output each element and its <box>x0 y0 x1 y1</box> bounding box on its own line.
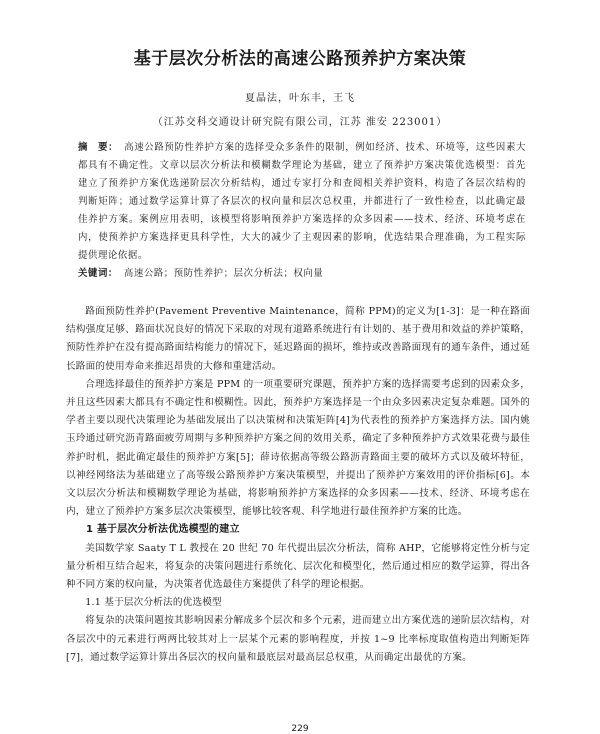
paper-title: 基于层次分析法的高速公路预养护方案决策 <box>133 49 467 69</box>
body-paragraph-4: 将复杂的决策问题按其影响因素分解成多个层次和多个元素，进而建立出方案优选的递阶层次结构，对各层次中的元素进行两两比较其对上一层某个元素的影响程度，并按 1~9 比率标度取值构造出判断矩阵[7]，通过数学运算计算出各层次的权向量和最底层对最高层总权重，从而确定出最优的方案。 <box>66 615 530 663</box>
body-paragraph-3: 美国数学家 Saaty T L 教授在 20 世纪 70 年代提出层次分析法，简称 AHP，它能够将定性分析与定量分析相互结合起来，将复杂的决策问题进行系统化、层次化和模型化，然后通过相应的数学运算，得出各种不同方案的权向量，为决策者优选最佳方案提供了科学的理论根据。 <box>66 542 530 591</box>
keywords-text: 高速公路；预防性养护；层次分析法；权向量 <box>123 268 324 279</box>
paper-affiliation: （江苏交科交通设计研究院有限公司，江苏 淮安 223001） <box>152 117 448 128</box>
paper-authors: 夏晶法，叶东丰，王飞 <box>245 93 355 104</box>
abstract-text: 高速公路预防性养护方案的选择受众多条件的限制，例如经济、技术、环境等，这些因素大都具有不确定性。文章以层次分析法和模糊数学理论为基础，建立了预养护方案决策优选模型：首先建立了预养护方案优选递阶层次分析结构，通过专家打分和查阅相关养护资料，构造了各层次结构的判断矩阵；通过数学运算计算了各层次的权向量和层次总权重，并都进行了一致性检查，以此确定最佳养护方案。案例应用表明，该模型将影响预养护方案选择的众多因素——技术、经济、环境考虑在内，使预养护方案选择更具科学性，大大的减少了主观因素的影响，优选结果合理准确，为工程实际提供理论依据。 <box>78 142 526 261</box>
abstract-block <box>78 139 526 283</box>
keywords-label: 关键词： <box>78 268 118 279</box>
section-heading-1: 1 基于层次分析法优选模型的建立 <box>86 524 240 536</box>
keywords <box>78 265 526 283</box>
body-text <box>66 303 530 667</box>
body-paragraph-1: 路面预防性养护(Pavement Preventive Maintenance，简称 PPM)的定义为[1-3]：是一种在路面结构强度足够、路面状况良好的情况下采取的对现有道路系统进行有计划的、基于费用和效益的养护策略，预防性养护在没有提高路面结构能力的情况下，延迟路面的损坏，维持或改善路面现有的通车条件，通过延长路面的使用寿命来推迟昂贵的大修和重建活动。 <box>66 306 530 372</box>
subsection-heading-1-1: 1.1 基于层次分析法的优选模型 <box>85 597 222 609</box>
body-paragraph-2: 合理选择最佳的预养护方案是 PPM 的一项重要研究课题，预养护方案的选择需要考虑到的因素众多，并且这些因素大都具有不确定性和模糊性。因此，预养护方案选择是一个由众多因素决定复杂难题。国外的学者主要以现代决策理论为基础发展出了以决策树和决策矩阵[4]为代表性的预养护方案选择方法。国内姚玉玲通过研究沥青路面疲劳周期与多种预养护方案之间的效用关系，确定了多种预养护方式效果花费与最佳养护时机，据此确定最佳的预养护方案[5]；薛诗依据高等级公路沥青路面主要的破坏方式以及破坏特征，以神经网络法为基础建立了高等级公路预养护方案决策模型，并提出了预养护方案效用的评价指标[6]。本文以层次分析法和模糊数学理论为基础，将影响预养护方案选择的众多因素——技术、经济、环境考虑在内，建立了预养护方案多层次决策模型，能够比较客观、科学地进行最佳预养护方案的比选。 <box>66 378 530 518</box>
page-number: 229 <box>291 724 309 734</box>
abstract <box>78 139 526 265</box>
abstract-label: 摘 要： <box>78 142 119 153</box>
